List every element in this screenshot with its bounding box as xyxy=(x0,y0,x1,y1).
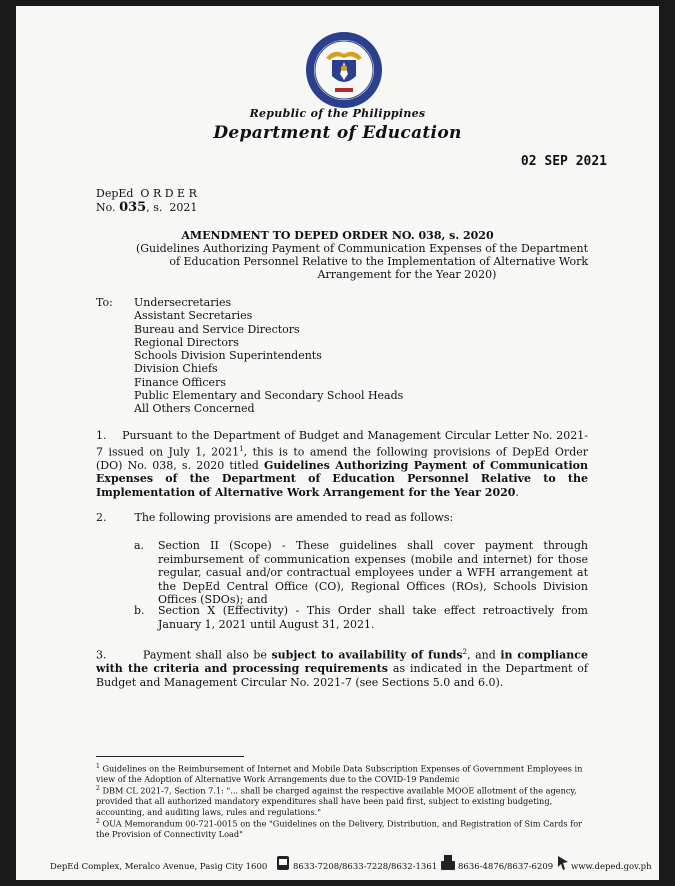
subtitle-line: (Guidelines Authorizing Payment of Communication Expenses of the Department xyxy=(135,242,588,255)
paragraph-text: . xyxy=(515,485,519,499)
paragraph-number: 2. xyxy=(96,511,107,524)
order-no-value: 035 xyxy=(119,200,147,215)
paragraph-text: , and xyxy=(467,648,501,662)
paragraph-3 xyxy=(96,646,588,689)
order-title: AMENDMENT TO DEPED ORDER NO. 038, s. 2020 xyxy=(181,229,494,242)
paragraph-text: Pursuant to the Department of Budget and Management Circular Letter No. 2021-7 issued on July 1, 2021 xyxy=(96,429,588,459)
footnote-divider xyxy=(96,756,244,757)
recipient-item: Bureau and Service Directors xyxy=(134,322,300,336)
order-number-line xyxy=(96,201,197,215)
list-item xyxy=(134,539,588,607)
item-text: Section II (Scope) - These guidelines shall cover payment through reimbursement of communication expenses (mobile and internet) for those regular, casual and/or contractual employees under a WFH arrangement at the DepEd Central Office (CO), Regional Offices (ROs), Schools Division Offices (SDOs); and xyxy=(158,539,588,606)
recipient-item: Public Elementary and Secondary School Heads xyxy=(134,389,404,403)
paragraph-bold: in compliance with the criteria and processing requirements xyxy=(96,648,588,676)
paragraph-1 xyxy=(96,429,588,499)
recipient-item: Finance Officers xyxy=(134,375,226,389)
recipient-item: Regional Directors xyxy=(134,335,239,349)
footnote: $^2$ OUA Memorandum 00-721-0015 on the "Guidelines on the Delivery, Distribution, and Registration of Sim Cards for the Provision of Connectivity Load" xyxy=(96,817,583,839)
subtitle-line: of Education Personnel Relative to the Implementation of Alternative Work xyxy=(169,255,588,268)
footnote-ref: 1 xyxy=(239,444,244,453)
paragraph-text: , this is to amend the following provisions of DepEd Order (DO) No. 038, s. 2020 titled xyxy=(96,445,588,472)
footer xyxy=(50,854,650,876)
list-item xyxy=(134,604,588,631)
footnotes xyxy=(96,762,596,839)
department-heading: Department of Education xyxy=(213,123,462,143)
order-no-suffix: , s. 2021 xyxy=(146,201,198,214)
fax-icon xyxy=(440,854,456,872)
recipient-list xyxy=(134,296,403,416)
deped-seal-icon xyxy=(304,30,384,110)
footer-address: DepEd Complex, Meralco Avenue, Pasig City 1600 xyxy=(50,862,268,872)
paragraph-2 xyxy=(96,511,588,525)
item-label: b. xyxy=(134,604,145,617)
document-page xyxy=(16,6,659,880)
date-stamp: 02 SEP 2021 xyxy=(520,154,607,169)
globe-cursor-icon xyxy=(556,854,570,872)
recipient-item: All Others Concerned xyxy=(134,402,255,416)
to-label: To: xyxy=(96,296,113,309)
paragraph-bold-title: Guidelines Authorizing Payment of Communication Expenses of the Department of Education Personnel Relative to the Implementation of Alternative Work Arrangement for the Year 2020 xyxy=(96,458,589,499)
footer-phones: 8633-7208/8633-7228/8632-1361 xyxy=(293,862,438,872)
item-text: Section X (Effectivity) - This Order shall take effect retroactively from January 1, 2021 until August 31, 2021. xyxy=(158,604,588,631)
footer-fax: 8636-4876/8637-6209 xyxy=(458,862,554,872)
paragraph-bold: subject to availability of funds xyxy=(271,648,463,662)
recipient-item: Schools Division Superintendents xyxy=(134,349,322,363)
recipient-item: Assistant Secretaries xyxy=(134,309,253,323)
phone-icon xyxy=(275,854,291,872)
order-number-block xyxy=(96,187,197,215)
recipient-item: Undersecretaries xyxy=(134,296,232,309)
footnote-ref: 2 xyxy=(462,648,468,656)
subtitle-line: Arrangement for the Year 2020) xyxy=(317,268,497,281)
item-label: a. xyxy=(134,539,145,552)
republic-heading: Republic of the Philippines xyxy=(249,107,426,120)
order-label: DepEd O R D E R xyxy=(96,187,197,200)
footnote: $^2$ DBM CL 2021-7, Section 7.1: "... shall be charged against the respective available MOOE allotment of the agency, provided that all authorized mandatory expenditures shall have been paid first, subject to existing budgeting, accounting, and auditing laws, rules and regulations." xyxy=(96,785,577,817)
paragraph-text: The following provisions are amended to read as follows: xyxy=(134,511,454,524)
order-no-prefix: No. xyxy=(96,201,116,214)
paragraph-text: as indicated in the Department of Budget and Management Circular No. 2021-7 (see Sections 5.0 and 6.0). xyxy=(96,662,589,689)
order-subtitle xyxy=(106,242,588,281)
paragraph-number: 3. xyxy=(96,648,107,662)
footnote: $^1$ Guidelines on the Reimbursement of Internet and Mobile Data Subscription Expenses of Government Employees in view of the Adoption of Alternative Work Arrangements due to the COVID-19 Pandemic xyxy=(96,763,583,785)
footer-website[interactable]: www.deped.gov.ph xyxy=(571,862,652,872)
recipient-item: Division Chiefs xyxy=(134,362,218,376)
paragraph-text: Payment shall also be xyxy=(142,648,272,662)
paragraph-number: 1. xyxy=(96,429,107,442)
